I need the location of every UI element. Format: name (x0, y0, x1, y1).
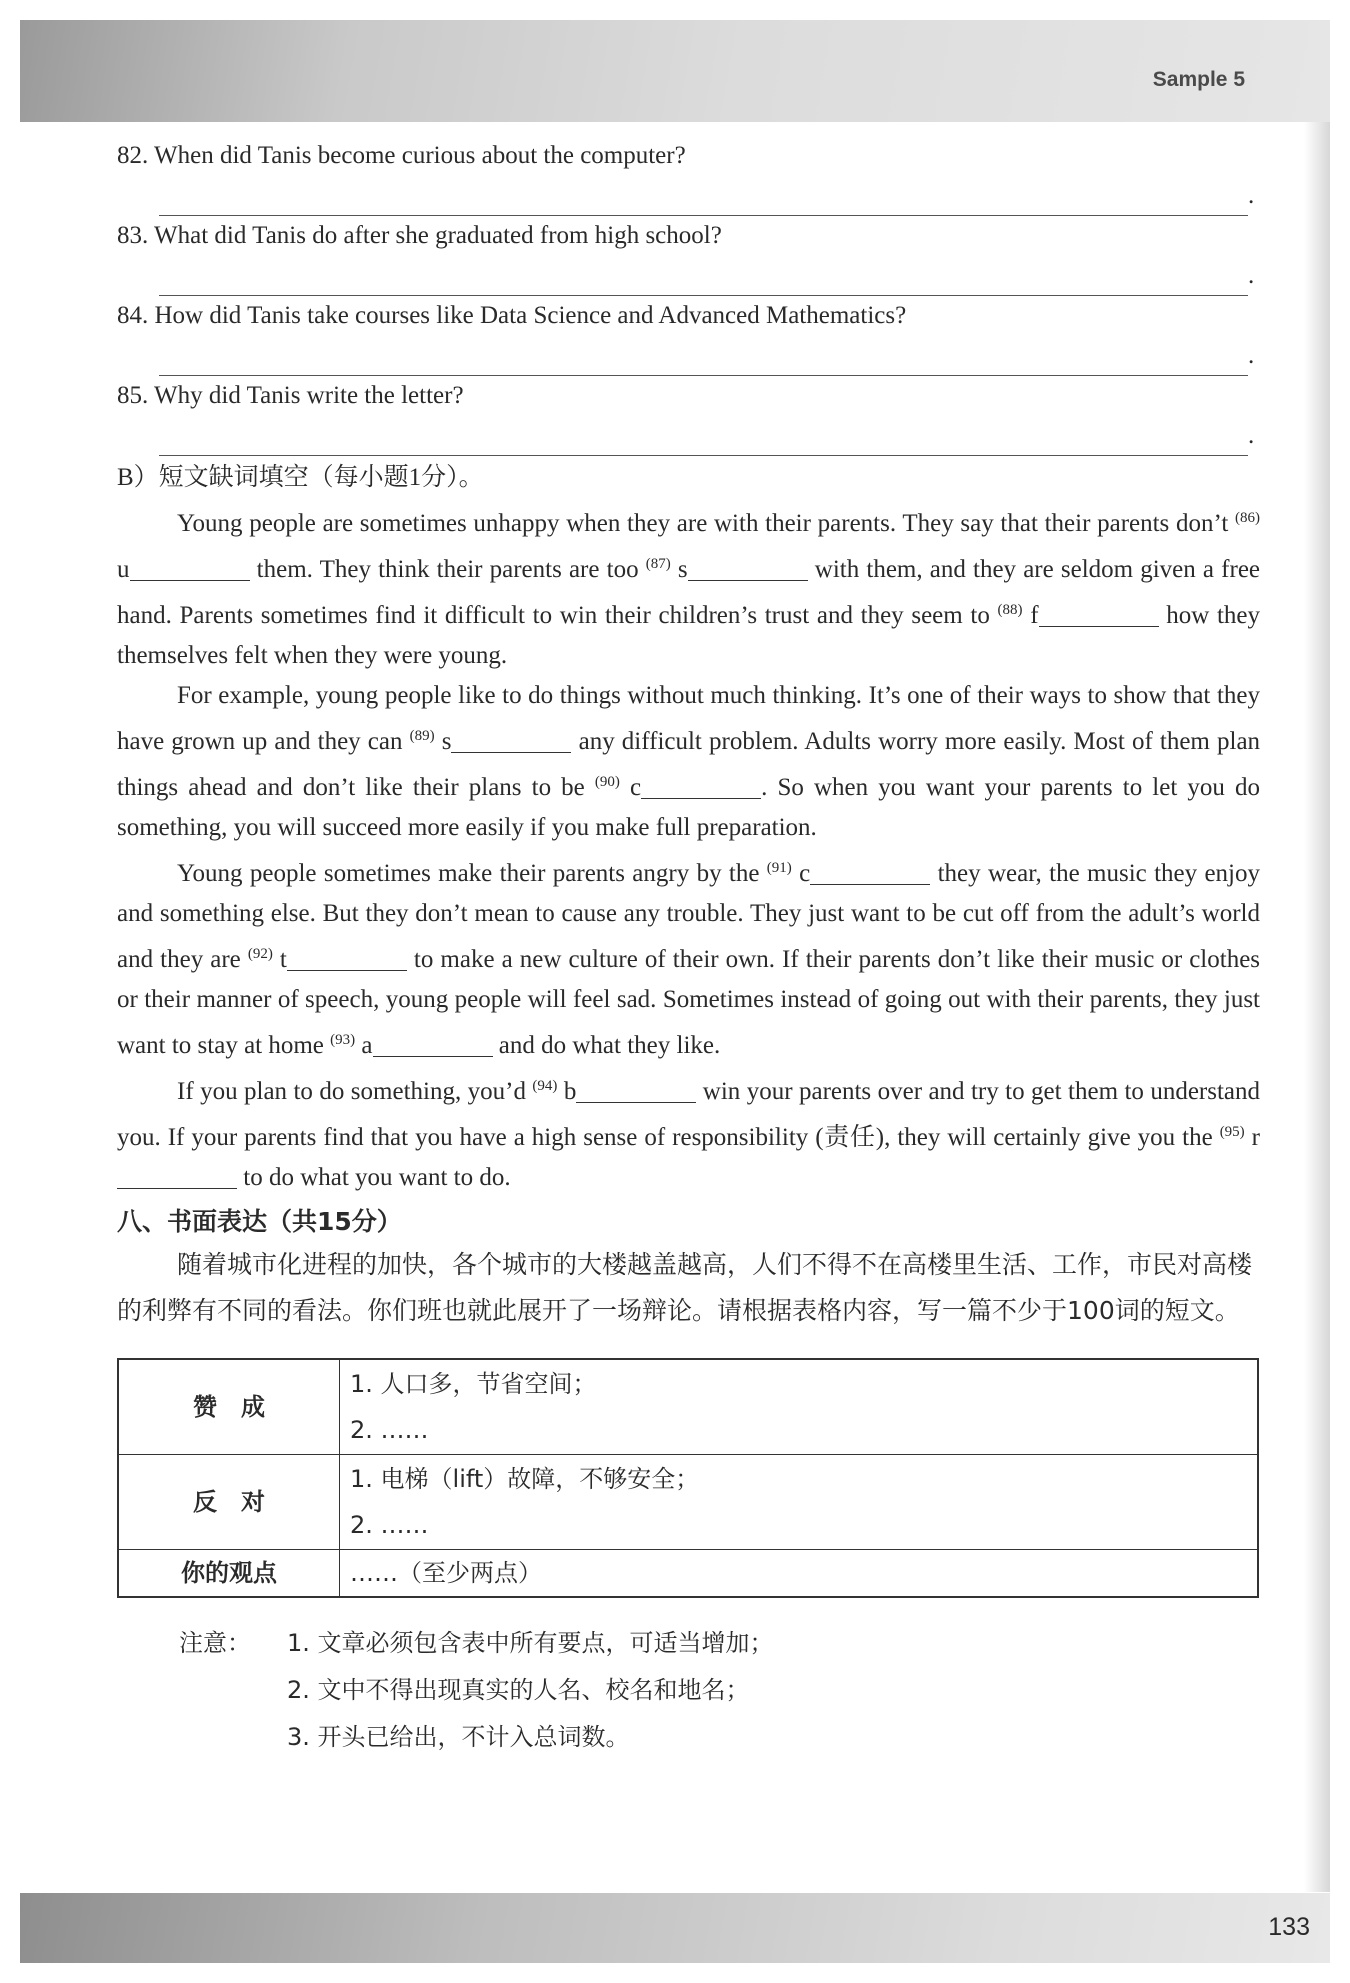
blank-91[interactable] (810, 858, 930, 885)
notes-label: 注意： (179, 1629, 251, 1657)
cloze-paragraph-3: Young people sometimes make their parents angry by the $^{(91)}$ c they wear, the music they enjoy and something else. But they don’t mean to cause any trouble. They just want to be cut off from the adult’s world and they are $^{(92)}$ t to make a new culture of their own. If their parents don’t like their music or clothes or their manner of speech, young people will feel sad. Sometimes instead of going out with their parents, they just want to stay at home $^{(93)}$ a and do what they like. (117, 860, 1261, 1059)
question-text: 84. How did Tanis take courses like Data Science and Advanced Mathematics? (117, 302, 907, 329)
cloze-paragraph-2: For example, young people like to do things without much thinking. It’s one of their ways to show that they have grown up and they can $^{(89)}$ s any difficult problem. Adults worry more easily. Most of them plan things ahead and don’t like their plans to be $^{(90)}$ c . So when you want your parents to let you do something, you will succeed more easily if you make full preparation. (117, 682, 1261, 841)
gap-letter-86: u (117, 556, 130, 583)
gap-number-86: (86) (1235, 510, 1261, 526)
gap-number-95: (95) (1219, 1124, 1245, 1140)
header-band (20, 20, 1330, 122)
answer-line[interactable] (159, 336, 1260, 376)
against-items (340, 1455, 1259, 1550)
page-number: 133 (1268, 1913, 1310, 1941)
writing-heading: 八、书面表达（共15分） (117, 1207, 402, 1236)
against-item-2: 2. …… (350, 1511, 429, 1539)
view-label: 你的观点 (118, 1550, 340, 1598)
question-text: 82. When did Tanis become curious about the computer? (117, 142, 686, 169)
against-label: 反 对 (118, 1455, 340, 1550)
table-row-against (118, 1455, 1258, 1550)
answer-period: . (1248, 182, 1255, 209)
opinions-table (117, 1358, 1259, 1598)
answer-period: . (1248, 422, 1255, 449)
blank-93[interactable] (373, 1030, 493, 1057)
gap-number-91: (91) (766, 860, 792, 876)
blank-94[interactable] (576, 1076, 696, 1103)
gap-letter-93: a (361, 1032, 373, 1059)
blank-89[interactable] (451, 726, 571, 753)
table-row-for (118, 1359, 1258, 1455)
question-82 (117, 136, 1260, 216)
page-content (117, 136, 1260, 1761)
cloze-paragraph-4: If you plan to do something, you’d $^{(94)}$ b win your parents over and try to get them to understand you. If your parents find that you have a high sense of responsibility (责任), they will certainly give you the $^{(95)}$ r to do what you want to do. (117, 1078, 1261, 1191)
gap-number-92: (92) (247, 946, 273, 962)
blank-95[interactable] (117, 1162, 237, 1189)
gap-letter-94: b (563, 1078, 577, 1105)
view-text: ……（至少两点） (340, 1550, 1259, 1598)
gap-number-93: (93) (330, 1032, 356, 1048)
writing-instructions: 随着城市化进程的加快，各个城市的大楼越盖越高，人们不得不在高楼里生活、工作，市民对高楼的利弊有不同的看法。你们班也就此展开了一场辩论。请根据表格内容，写一篇不少于100词的短文。 (117, 1250, 1253, 1325)
notes-list (287, 1620, 774, 1761)
gap-letter-88: f (1030, 602, 1039, 629)
gap-number-94: (94) (532, 1078, 558, 1094)
question-84 (117, 296, 1260, 376)
note-item: 1. 文章必须包含表中所有要点，可适当增加； (287, 1629, 774, 1657)
gap-number-88: (88) (997, 602, 1023, 618)
against-item-1: 1. 电梯（lift）故障，不够安全； (350, 1465, 700, 1493)
gap-number-89: (89) (409, 728, 435, 744)
gap-letter-87: s (677, 556, 688, 583)
table-row-view (118, 1550, 1258, 1598)
notes (117, 1620, 1260, 1761)
page-edge-shade (1304, 122, 1330, 1892)
blank-86[interactable] (130, 554, 250, 581)
question-text: 83. What did Tanis do after she graduated from high school? (117, 222, 722, 249)
for-item-1: 1. 人口多，节省空间； (350, 1370, 597, 1398)
note-item: 3. 开头已给出，不计入总词数。 (287, 1723, 630, 1751)
cloze-paragraph-1: Young people are sometimes unhappy when they are with their parents. They say that their parents don’t $^{(86)}$ u them. They think their parents are too $^{(87)}$ s with them, and they are seldom given a free hand. Parents sometimes find it difficult to win their children’s trust and they seem to $^{(88)}$ f how they themselves felt when they were young. (117, 510, 1261, 669)
question-85 (117, 376, 1260, 456)
for-item-2: 2. …… (350, 1416, 429, 1444)
gap-letter-95: r (1251, 1124, 1260, 1151)
answer-line[interactable] (159, 416, 1260, 456)
gap-letter-92: t (279, 946, 287, 973)
blank-92[interactable] (287, 944, 407, 971)
note-item: 2. 文中不得出现真实的人名、校名和地名； (287, 1676, 750, 1704)
blank-87[interactable] (688, 554, 808, 581)
gap-letter-90: c (630, 774, 642, 801)
answer-line[interactable] (159, 176, 1260, 216)
answer-line[interactable] (159, 256, 1260, 296)
sample-label: Sample 5 (1152, 68, 1245, 91)
for-items (340, 1359, 1259, 1455)
gap-number-87: (87) (645, 556, 671, 572)
answer-period: . (1248, 262, 1255, 289)
footer-band (20, 1893, 1330, 1963)
question-83 (117, 216, 1260, 296)
for-label: 赞 成 (118, 1359, 340, 1455)
gap-number-90: (90) (594, 774, 620, 790)
gap-letter-89: s (441, 728, 452, 755)
section-b-heading: B）短文缺词填空（每小题1分）。 (117, 464, 484, 491)
blank-88[interactable] (1039, 600, 1159, 627)
gap-letter-91: c (799, 860, 811, 887)
answer-period: . (1248, 342, 1255, 369)
question-text: 85. Why did Tanis write the letter? (117, 382, 464, 409)
blank-90[interactable] (641, 772, 761, 799)
